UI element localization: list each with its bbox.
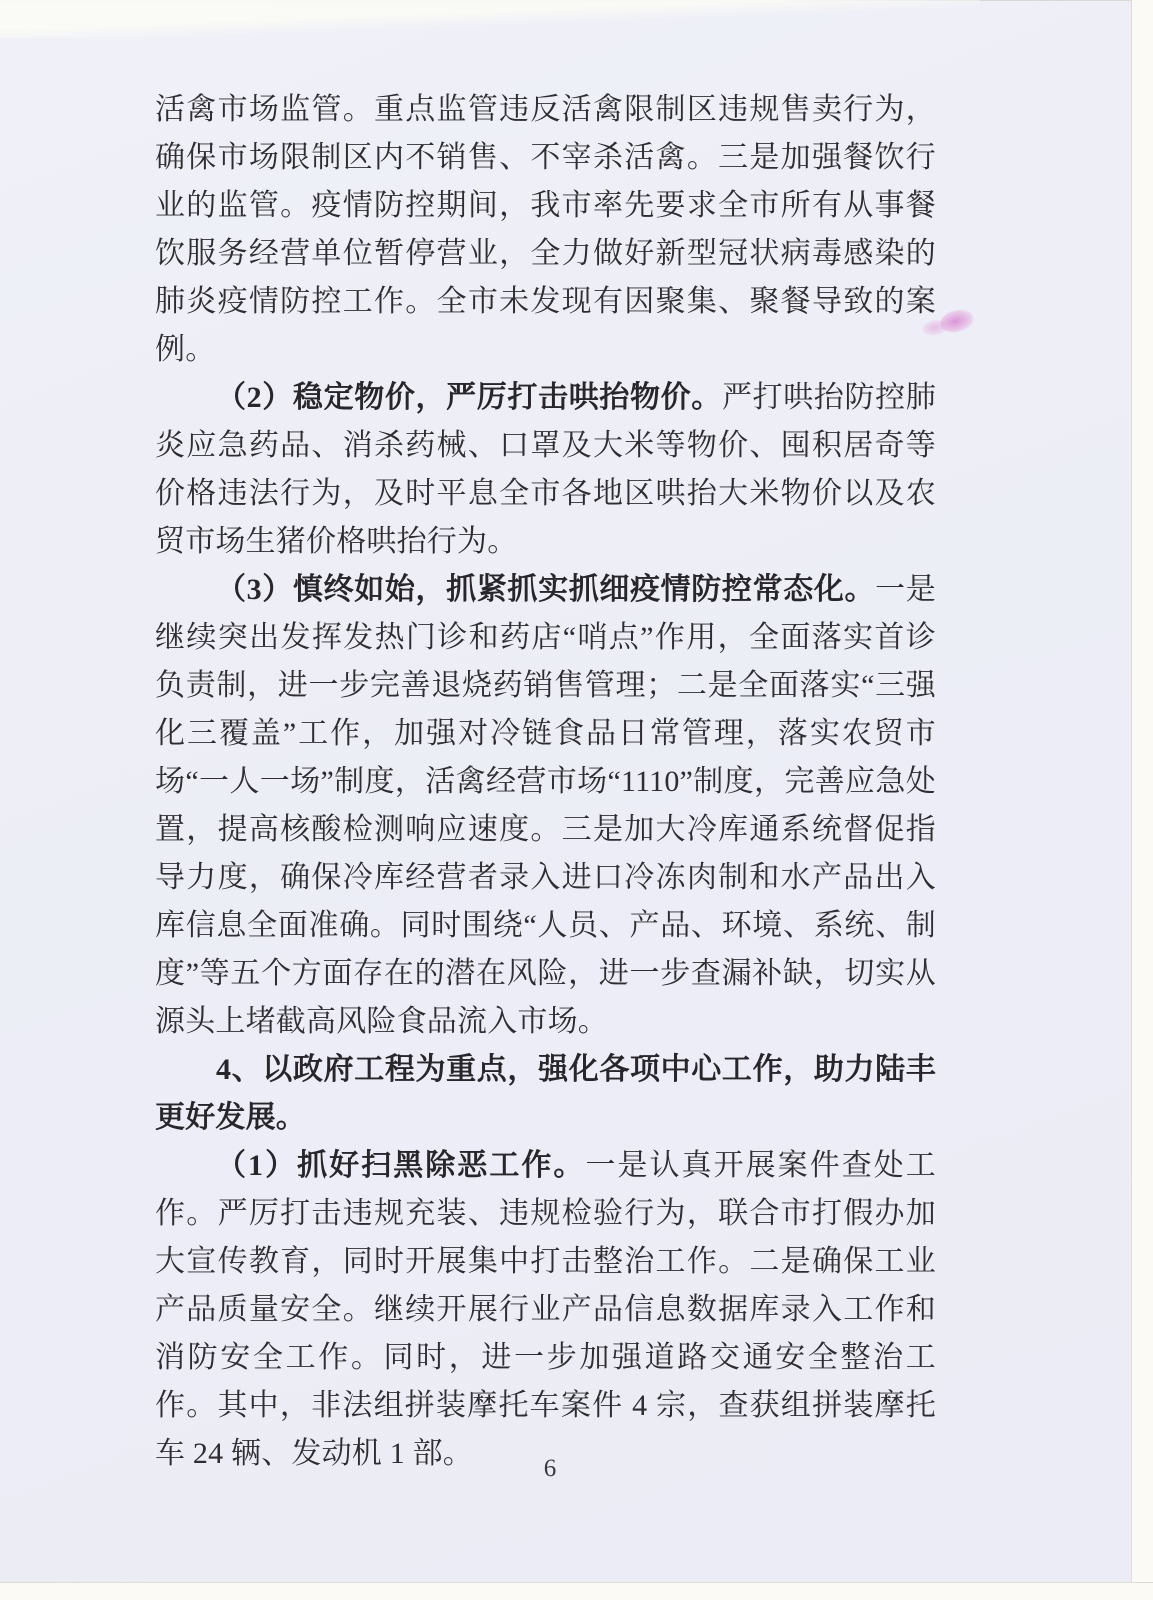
paragraph-heading-text: 4、以政府工程为重点，强化各项中心工作，助力陆丰更好发展。 — [155, 1053, 936, 1134]
scanner-right-margin — [1131, 0, 1153, 1600]
paragraph-heading-text: （3）慎终如始，抓紧抓实抓细疫情防控常态化。 — [216, 573, 876, 606]
paragraph-text: 活禽市场监管。重点监管违反活禽限制区违规售卖行为，确保市场限制区内不销售、不宰杀活禽。三是加强餐饮行业的监管。疫情防控期间，我市率先要求全市所有从事餐饮服务经营单位暂停营业，全力做好新型冠状病毒感染的肺炎疫情防控工作。全市未发现有因聚集、聚餐导致的案例。 — [155, 93, 936, 366]
paragraph-heading-text: （1）抓好扫黑除恶工作。 — [216, 1149, 586, 1182]
paragraph-text: 严打哄抬防控肺炎应急药品、消杀药械、口罩及大米等物价、囤积居奇等价格违法行为，及时平息全市各地区哄抬大米物价以及农贸市场生猪价格哄抬行为。 — [155, 381, 936, 558]
ink-smudge-blob — [938, 306, 976, 336]
document-body — [155, 86, 936, 1478]
paragraph-heading-text: （2）稳定物价，严厉打击哄抬物价。 — [216, 381, 722, 414]
paragraph — [155, 1142, 936, 1478]
paragraph — [155, 566, 936, 1046]
page-number: 6 — [543, 1455, 557, 1482]
paragraph — [155, 374, 936, 566]
scanner-bottom-margin — [0, 1582, 1153, 1600]
paragraph — [155, 1046, 936, 1142]
paragraph-text: 一是认真开展案件查处工作。严厉打击违规充装、违规检验行为，联合市打假办加大宣传教育，同时开展集中打击整治工作。二是确保工业产品质量安全。继续开展行业产品信息数据库录入工作和消防安全工作。同时，进一步加强道路交通安全整治工作。其中，非法组拼装摩托车案件 4 宗，查获组拼装摩托车 24 辆、发动机 1 部。 — [155, 1149, 936, 1470]
scan-top-edge — [0, 0, 660, 3]
paragraph — [155, 86, 936, 374]
paragraph-text: 一是继续突出发挥发热门诊和药店“哨点”作用，全面落实首诊负责制，进一步完善退烧药销售管理；二是全面落实“三强化三覆盖”工作，加强对冷链食品日常管理，落实农贸市场“一人一场”制度，活禽经营市场“1110”制度，完善应急处置，提高核酸检测响应速度。三是加大冷库通系统督促指导力度，确保冷库经营者录入进口冷冻肉制和水产品出入库信息全面准确。同时围绕“人员、产品、环境、系统、制度”等五个方面存在的潜在风险，进一步查漏补缺，切实从源头上堵截高风险食品流入市场。 — [155, 573, 936, 1038]
scan-light-wedge — [0, 0, 980, 38]
